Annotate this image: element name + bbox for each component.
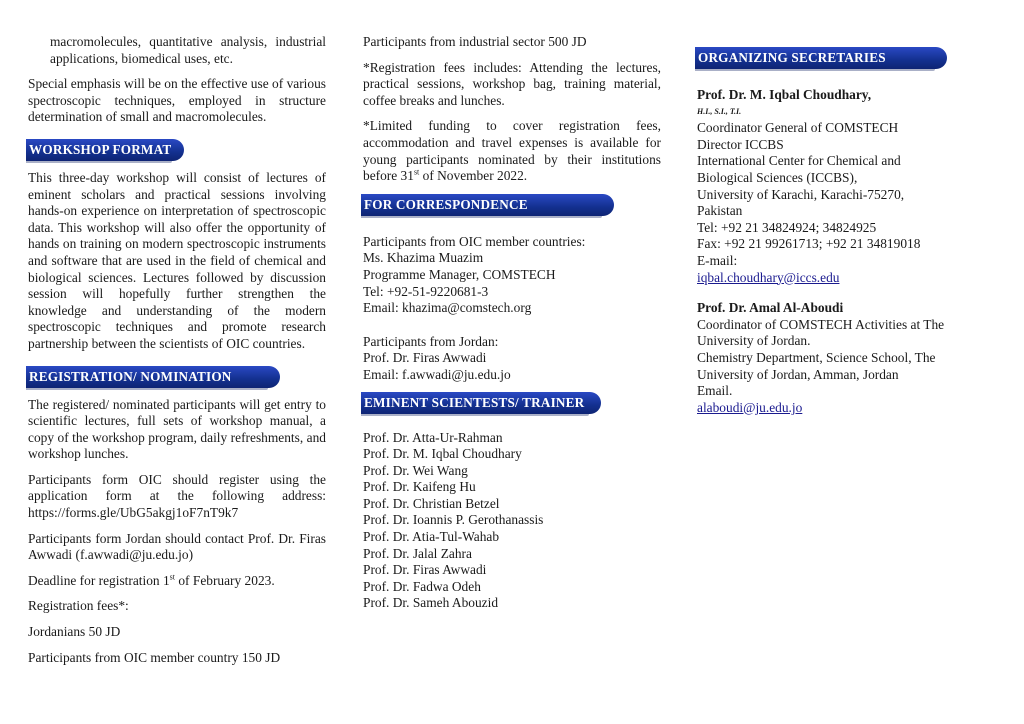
secretary-1	[697, 87, 997, 286]
trainer-item: Prof. Dr. Atia-Tul-Wahab	[363, 529, 500, 545]
secretary-2-line: Coordinator of COMSTECH Activities at The	[697, 316, 945, 332]
oic-registration-text: Participants form OIC should register using the application form at the following address: https://forms.gle/UbG5akgj1oF7nT9k7	[28, 471, 326, 521]
secretary-1-line: Tel: +92 21 34824924; 34824925	[697, 219, 877, 235]
oic-contact-block	[363, 234, 661, 317]
oic-contact-line: Programme Manager, COMSTECH	[363, 266, 556, 282]
jordan-contact-email: Email: f.awwadi@ju.edu.jo	[363, 366, 511, 382]
secretary-2-line: Chemistry Department, Science School, The	[697, 349, 936, 365]
left-column	[28, 34, 326, 675]
secretary-1-honors: H.I., S.I., T.I.	[697, 106, 742, 116]
secretaries-heading: ORGANIZING SECRETARIES	[695, 47, 947, 69]
trainer-item: Prof. Dr. Christian Betzel	[363, 495, 500, 511]
registration-heading: REGISTRATION/ NOMINATION	[26, 366, 280, 388]
registration-deadline: Deadline for registration 1st of February 2023.	[28, 572, 275, 588]
trainers-list	[363, 430, 661, 613]
secretary-1-line: University of Karachi, Karachi-75270,	[697, 186, 905, 202]
trainer-item: Prof. Dr. Fadwa Odeh	[363, 578, 481, 594]
trainer-item: Prof. Dr. Wei Wang	[363, 462, 468, 478]
secretary-1-line: Biological Sciences (ICCBS),	[697, 169, 858, 185]
secretary-2-line: University of Jordan, Amman, Jordan	[697, 366, 899, 382]
trainer-item: Prof. Dr. Firas Awwadi	[363, 562, 487, 578]
jordan-contact-block	[363, 334, 661, 384]
registration-text: The registered/ nominated participants will get entry to scientific lectures, full sets of workshop manual, a copy of the workshop program, daily refreshments, and workshop lunches.	[28, 396, 326, 462]
secretary-1-email-line: E-mail: iqbal.choudhary@iccs.edu	[697, 253, 997, 286]
workshop-format-text: This three-day workshop will consist of lectures of eminent scholars and practical sessions involving hands-on experience on interpretation of spectroscopic data. This workshop will also offer the opportunity of hands on training on modern spectroscopic instruments and software that are used in the field of chemical and biological sciences. Lectures followed by discussion session will hopefully further strengthen the knowledge and understanding of the modern spectroscopic techniques and promote research partnership between the scientists of OIC countries.	[28, 169, 326, 351]
trainer-item: Prof. Dr. Jalal Zahra	[363, 545, 472, 561]
secretary-1-line: Fax: +92 21 99261713; +92 21 34819018	[697, 236, 921, 252]
oic-contact-line: Tel: +92-51-9220681-3	[363, 283, 489, 299]
secretary-1-email-link[interactable]: iqbal.choudhary@iccs.edu	[697, 269, 840, 285]
jordan-contact-line: Prof. Dr. Firas Awwadi	[363, 350, 487, 366]
secretary-1-line: Director ICCBS	[697, 136, 784, 152]
trainer-item: Prof. Dr. M. Iqbal Choudhary	[363, 446, 522, 462]
fee-jordanians: Jordanians 50 JD	[28, 624, 121, 640]
secretary-2	[697, 300, 997, 416]
jordan-contact-text: Participants form Jordan should contact Prof. Dr. Firas Awwadi (f.awwadi@ju.edu.jo)	[28, 530, 326, 563]
oic-contact-line: Participants from OIC member countries:	[363, 233, 586, 249]
intro-continuation: macromolecules, quantitative analysis, industrial applications, biomedical uses, etc.	[50, 34, 326, 66]
fees-label: Registration fees*:	[28, 598, 129, 614]
secretary-1-name: Prof. Dr. M. Iqbal Choudhary,	[697, 87, 872, 102]
oic-contact-line: Ms. Khazima Muazim	[363, 250, 484, 266]
trainer-item: Prof. Dr. Atta-Ur-Rahman	[363, 429, 503, 445]
trainer-item: Prof. Dr. Kaifeng Hu	[363, 479, 476, 495]
secretary-1-line: Coordinator General of COMSTECH	[697, 120, 899, 136]
fees-include-note: *Registration fees includes: Attending the lectures, practical sessions, workshop bag, training material, coffee breaks and lunches.	[363, 59, 661, 108]
secretary-2-name: Prof. Dr. Amal Al-Aboudi	[697, 300, 844, 316]
trainer-item: Prof. Dr. Sameh Abouzid	[363, 595, 499, 611]
middle-column	[363, 34, 661, 612]
secretary-1-line: Pakistan	[697, 203, 743, 219]
correspondence-heading: FOR CORRESPONDENCE	[361, 194, 614, 216]
trainers-heading: EMINENT SCIENTESTS/ TRAINER	[361, 392, 601, 414]
fee-oic: Participants from OIC member country 150 JD	[28, 649, 281, 665]
secretary-2-line: University of Jordan.	[697, 333, 811, 349]
secretary-2-email-line: Email. alaboudi@ju.edu.jo	[697, 383, 997, 416]
trainer-item: Prof. Dr. Ioannis P. Gerothanassis	[363, 512, 544, 528]
secretary-1-line: International Center for Chemical and	[697, 153, 901, 169]
right-column	[697, 34, 997, 416]
workshop-format-heading: WORKSHOP FORMAT	[26, 139, 184, 161]
jordan-contact-line: Participants from Jordan:	[363, 333, 499, 349]
fee-industrial: Participants from industrial sector 500 JD	[363, 34, 587, 49]
secretary-2-email-link[interactable]: alaboudi@ju.edu.jo	[697, 399, 803, 415]
emphasis-paragraph: Special emphasis will be on the effective use of various spectroscopic techniques, employed in structure determination of small and macromolecules.	[28, 76, 326, 125]
secretary-1-name-line	[697, 87, 997, 120]
limited-funding-note: *Limited funding to cover registration fees, accommodation and travel expenses is available for young participants nominated by their institutions before 31st of November 2022.	[363, 118, 661, 184]
oic-contact-email: Email: khazima@comstech.org	[363, 300, 532, 316]
